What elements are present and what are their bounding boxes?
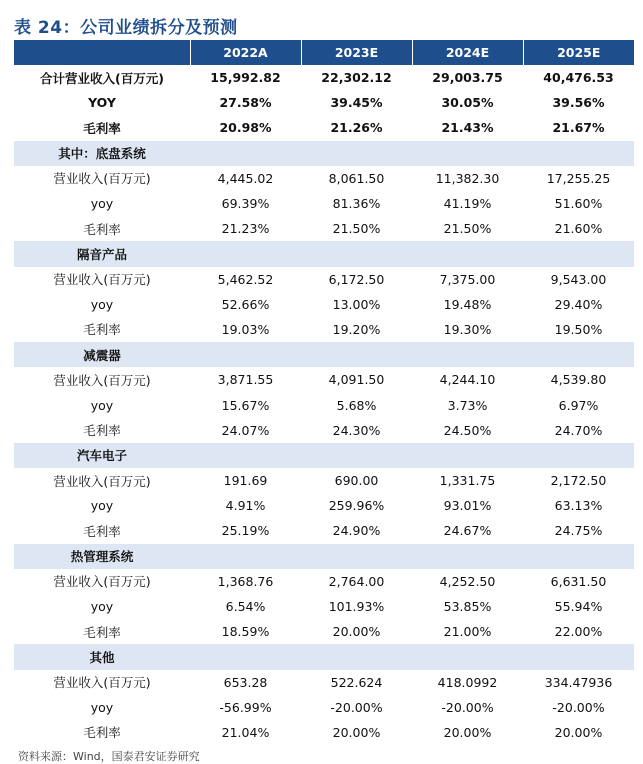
table-row — [14, 493, 634, 518]
source-note: 资料来源：Wind，国泰君安证券研究 — [18, 750, 200, 763]
value-cell: 8,061.50 — [328, 170, 385, 186]
value-cell: 21.04% — [221, 724, 270, 740]
row-label-cell: yoy — [90, 296, 114, 312]
table-row — [14, 720, 634, 745]
value-cell: 20.00% — [554, 724, 603, 740]
value-cell: 29,003.75 — [432, 70, 503, 86]
value-cell: 53.85% — [443, 599, 492, 615]
value-cell: 24.50% — [443, 422, 492, 438]
table-row — [14, 518, 634, 543]
value-cell: -56.99% — [219, 699, 272, 715]
value-cell: 63.13% — [554, 498, 603, 514]
value-cell: 19.20% — [332, 321, 381, 337]
value-cell — [190, 342, 301, 367]
row-label-cell: 汽车电子 — [76, 448, 127, 464]
value-cell: 24.30% — [332, 422, 381, 438]
value-cell: 17,255.25 — [546, 170, 611, 186]
value-cell — [412, 443, 523, 468]
row-label-cell: yoy — [90, 699, 114, 715]
forecast-table — [14, 40, 634, 745]
row-label-cell: 隔音产品 — [76, 246, 127, 262]
value-cell: 15,992.82 — [210, 70, 281, 86]
row-label-cell: yoy — [90, 196, 114, 212]
value-cell: 40,476.53 — [543, 70, 614, 86]
row-label-cell: 营业收入(百万元) — [53, 675, 151, 691]
value-cell: 21.43% — [441, 120, 494, 136]
section-header-row — [14, 141, 634, 166]
value-cell: 522.624 — [330, 674, 383, 690]
value-cell: 418.0992 — [437, 674, 498, 690]
table-row — [14, 292, 634, 317]
value-cell: 24.67% — [443, 523, 492, 539]
value-cell — [412, 644, 523, 669]
row-label-cell: 毛利率 — [83, 322, 121, 338]
table-row — [14, 392, 634, 417]
value-cell: 24.75% — [554, 523, 603, 539]
value-cell: 101.93% — [328, 599, 385, 615]
value-cell: 19.50% — [554, 321, 603, 337]
value-cell: 19.30% — [443, 321, 492, 337]
table-row — [14, 317, 634, 342]
value-cell: 259.96% — [328, 498, 385, 514]
value-cell: 24.07% — [221, 422, 270, 438]
value-cell: 81.36% — [332, 196, 381, 212]
value-cell — [190, 644, 301, 669]
value-cell: -20.00% — [330, 699, 383, 715]
value-cell — [301, 241, 412, 266]
value-cell: 191.69 — [223, 473, 268, 489]
value-cell: 690.00 — [334, 473, 379, 489]
value-cell: 6.54% — [225, 599, 266, 615]
value-cell: 21.00% — [443, 624, 492, 640]
table-row — [14, 90, 634, 115]
value-cell: 4,091.50 — [328, 372, 385, 388]
table-row — [14, 418, 634, 443]
value-cell: 39.45% — [330, 95, 383, 111]
value-cell: 6.97% — [558, 397, 599, 413]
value-cell: 20.00% — [332, 624, 381, 640]
section-header-row — [14, 544, 634, 569]
value-cell — [412, 342, 523, 367]
value-cell: 4.91% — [225, 498, 266, 514]
value-cell: 21.23% — [221, 221, 270, 237]
value-cell — [190, 141, 301, 166]
row-label-cell: 毛利率 — [83, 120, 121, 136]
table-row — [14, 695, 634, 720]
table-title: 表 24：公司业绩拆分及预测 — [14, 18, 238, 38]
value-cell: 30.05% — [441, 95, 494, 111]
value-cell — [301, 443, 412, 468]
value-cell — [412, 544, 523, 569]
value-cell: 1,368.76 — [217, 573, 274, 589]
value-cell: 13.00% — [332, 296, 381, 312]
value-cell: 6,631.50 — [550, 573, 607, 589]
forecast-table-container — [14, 40, 634, 745]
header-cell-2024e: 2024E — [412, 40, 523, 65]
table-header — [14, 40, 634, 65]
header-cell-2022a: 2022A — [190, 40, 301, 65]
value-cell: 21.50% — [332, 221, 381, 237]
value-cell — [523, 342, 634, 367]
value-cell: 18.59% — [221, 624, 270, 640]
row-label-cell: 营业收入(百万元) — [53, 574, 151, 590]
table-row — [14, 267, 634, 292]
value-cell: 4,252.50 — [439, 573, 496, 589]
value-cell: 55.94% — [554, 599, 603, 615]
value-cell: 15.67% — [221, 397, 270, 413]
table-row — [14, 115, 634, 140]
table-row — [14, 166, 634, 191]
value-cell: 25.19% — [221, 523, 270, 539]
value-cell: 19.03% — [221, 321, 270, 337]
value-cell: -20.00% — [441, 699, 494, 715]
value-cell — [301, 544, 412, 569]
value-cell: 9,543.00 — [550, 271, 607, 287]
value-cell: 5,462.52 — [217, 271, 274, 287]
value-cell — [190, 544, 301, 569]
row-label-cell: 减震器 — [83, 347, 121, 363]
value-cell: 21.67% — [552, 120, 605, 136]
section-header-row — [14, 241, 634, 266]
section-header-row — [14, 443, 634, 468]
table-row — [14, 569, 634, 594]
table-row — [14, 670, 634, 695]
value-cell — [190, 241, 301, 266]
value-cell: 51.60% — [554, 196, 603, 212]
row-label-cell: 毛利率 — [83, 423, 121, 439]
value-cell: 41.19% — [443, 196, 492, 212]
row-label-cell: 热管理系统 — [70, 549, 134, 565]
value-cell: 22.00% — [554, 624, 603, 640]
value-cell: 4,539.80 — [550, 372, 607, 388]
row-label-cell: 毛利率 — [83, 523, 121, 539]
value-cell: 22,302.12 — [321, 70, 392, 86]
value-cell: 39.56% — [552, 95, 605, 111]
value-cell — [523, 443, 634, 468]
value-cell: 6,172.50 — [328, 271, 385, 287]
value-cell: 19.48% — [443, 296, 492, 312]
row-label-cell: 毛利率 — [83, 221, 121, 237]
value-cell — [412, 241, 523, 266]
value-cell: 20.00% — [443, 724, 492, 740]
table-row — [14, 367, 634, 392]
value-cell — [412, 141, 523, 166]
table-row — [14, 468, 634, 493]
row-label-cell: 毛利率 — [83, 624, 121, 640]
header-cell-label — [14, 40, 190, 65]
value-cell — [523, 544, 634, 569]
value-cell: 29.40% — [554, 296, 603, 312]
header-row — [14, 40, 634, 65]
value-cell: 2,172.50 — [550, 473, 607, 489]
header-cell-2025e: 2025E — [523, 40, 634, 65]
value-cell: 21.26% — [330, 120, 383, 136]
section-header-row — [14, 342, 634, 367]
row-label-cell: 营业收入(百万元) — [53, 372, 151, 388]
value-cell — [523, 241, 634, 266]
header-cell-2023e: 2023E — [301, 40, 412, 65]
value-cell: 3.73% — [447, 397, 488, 413]
value-cell: 24.70% — [554, 422, 603, 438]
table-row — [14, 594, 634, 619]
row-label-cell: 其他 — [89, 649, 115, 665]
value-cell: 653.28 — [223, 674, 268, 690]
value-cell: 93.01% — [443, 498, 492, 514]
value-cell — [190, 443, 301, 468]
value-cell: 20.00% — [332, 724, 381, 740]
value-cell: 52.66% — [221, 296, 270, 312]
value-cell: 21.50% — [443, 221, 492, 237]
row-label-cell: 合计营业收入(百万元) — [40, 70, 164, 86]
value-cell: 5.68% — [336, 397, 377, 413]
row-label-cell: yoy — [90, 397, 114, 413]
value-cell — [301, 644, 412, 669]
row-label-cell: 营业收入(百万元) — [53, 473, 151, 489]
row-label-cell: 其中：底盘系统 — [58, 146, 146, 162]
row-label-cell: yoy — [90, 498, 114, 514]
value-cell: 1,331.75 — [439, 473, 496, 489]
value-cell: 21.60% — [554, 221, 603, 237]
row-label-cell: YOY — [88, 95, 116, 111]
row-label-cell: yoy — [90, 599, 114, 615]
table-row — [14, 216, 634, 241]
table-row — [14, 619, 634, 644]
value-cell: 69.39% — [221, 196, 270, 212]
value-cell — [523, 141, 634, 166]
value-cell: 20.98% — [219, 120, 272, 136]
value-cell: 4,244.10 — [439, 372, 496, 388]
value-cell: 11,382.30 — [435, 170, 500, 186]
value-cell: 27.58% — [219, 95, 272, 111]
value-cell: 7,375.00 — [439, 271, 496, 287]
row-label-cell: 营业收入(百万元) — [53, 171, 151, 187]
section-header-row — [14, 644, 634, 669]
value-cell: 2,764.00 — [328, 573, 385, 589]
value-cell: 24.90% — [332, 523, 381, 539]
table-row — [14, 65, 634, 90]
value-cell — [301, 342, 412, 367]
table-row — [14, 191, 634, 216]
row-label-cell: 毛利率 — [83, 725, 121, 741]
value-cell: 3,871.55 — [217, 372, 274, 388]
value-cell — [301, 141, 412, 166]
table-body — [14, 65, 634, 745]
value-cell: 4,445.02 — [217, 170, 274, 186]
value-cell: 334.47936 — [544, 674, 613, 690]
value-cell: -20.00% — [552, 699, 605, 715]
row-label-cell: 营业收入(百万元) — [53, 272, 151, 288]
value-cell — [523, 644, 634, 669]
